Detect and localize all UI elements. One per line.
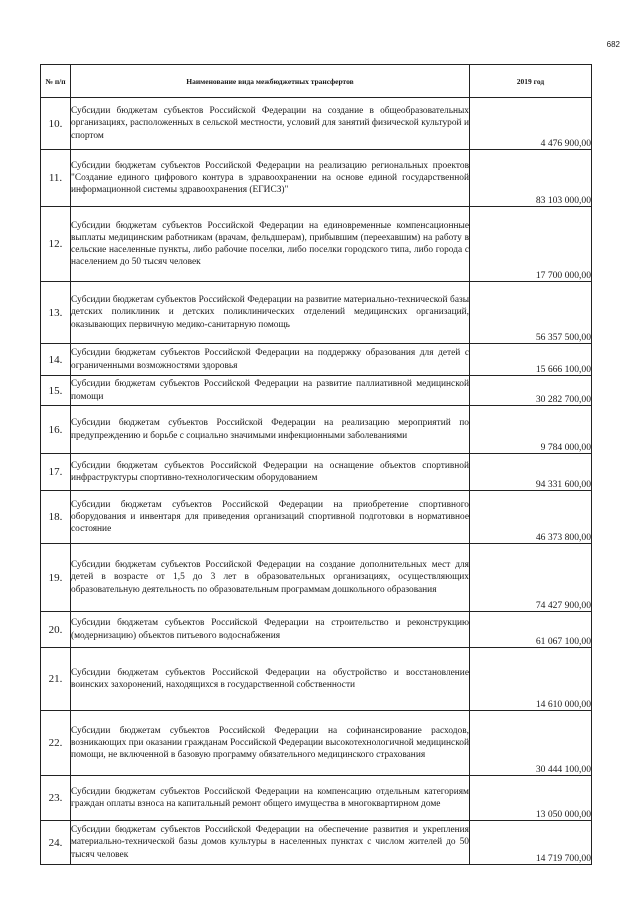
row-description: Субсидии бюджетам субъектов Российской Федерации на поддержку образования для детей с ограниченными возможностями здоровья [71,344,470,376]
table-row [41,776,592,821]
table-row [41,491,592,544]
header-year-2019: 2019 год [470,65,592,98]
table-row [41,454,592,491]
row-amount: 56 357 500,00 [470,282,592,344]
page-number: 682 [606,40,620,49]
row-amount: 46 373 800,00 [470,491,592,544]
row-description: Субсидии бюджетам субъектов Российской Федерации на создание дополнительных мест для детей в возрасте от 1,5 до 3 лет в образовательных организациях, осуществляющих образовательную деятельность по образовательным программам дошкольного образования [71,544,470,612]
row-number: 23. [41,776,71,821]
row-number: 17. [41,454,71,491]
row-number: 16. [41,406,71,454]
row-description: Субсидии бюджетам субъектов Российской Федерации на создание в общеобразовательных организациях, расположенных в сельской местности, условий для занятий физической культурой и спортом [71,98,470,150]
table-row [41,821,592,865]
row-description: Субсидии бюджетам субъектов Российской Федерации на компенсацию отдельным категориям граждан оплаты взноса на капитальный ремонт общего имущества в многоквартирном доме [71,776,470,821]
row-number: 20. [41,612,71,648]
row-amount: 17 700 000,00 [470,207,592,282]
row-description: Субсидии бюджетам субъектов Российской Федерации на развитие материально-технической базы детских поликлиник и детских поликлинических отделений медицинских организаций, оказывающих первичную медико-санитарную помощь [71,282,470,344]
table-row [41,612,592,648]
row-description: Субсидии бюджетам субъектов Российской Федерации на развитие паллиативной медицинской помощи [71,376,470,406]
table-header-row [41,65,592,98]
header-number: № п/п [41,65,71,98]
table-row [41,648,592,711]
row-amount: 30 282 700,00 [470,376,592,406]
row-number: 13. [41,282,71,344]
row-number: 18. [41,491,71,544]
row-number: 14. [41,344,71,376]
table-row [41,282,592,344]
row-amount: 83 103 000,00 [470,150,592,207]
row-number: 11. [41,150,71,207]
row-number: 15. [41,376,71,406]
row-number: 22. [41,711,71,776]
table-row [41,344,592,376]
row-description: Субсидии бюджетам субъектов Российской Федерации на софинансирование расходов, возникающих при оказании гражданам Российской Федерации высокотехнологичной медицинской помощи, не включенной в базовую программу обязательного медицинского страхования [71,711,470,776]
row-description: Субсидии бюджетам субъектов Российской Федерации на реализацию мероприятий по предупреждению и борьбе с социально значимыми инфекционными заболеваниями [71,406,470,454]
table-row [41,711,592,776]
table-row [41,376,592,406]
table-row [41,544,592,612]
row-amount: 74 427 900,00 [470,544,592,612]
row-number: 10. [41,98,71,150]
row-number: 21. [41,648,71,711]
row-amount: 61 067 100,00 [470,612,592,648]
row-description: Субсидии бюджетам субъектов Российской Федерации на единовременные компенсационные выплаты медицинским работникам (врачам, фельдшерам), прибывшим (переехавшим) на работу в сельские населенные пункты, либо рабочие поселки, либо поселки городского типа, либо города с населением до 50 тысяч человек [71,207,470,282]
row-description: Субсидии бюджетам субъектов Российской Федерации на обустройство и восстановление воинских захоронений, находящихся в государственной собственности [71,648,470,711]
row-amount: 4 476 900,00 [470,98,592,150]
table-row [41,406,592,454]
row-description: Субсидии бюджетам субъектов Российской Федерации на оснащение объектов спортивной инфраструктуры спортивно-технологическим оборудованием [71,454,470,491]
row-amount: 30 444 100,00 [470,711,592,776]
table-row [41,150,592,207]
row-amount: 13 050 000,00 [470,776,592,821]
row-description: Субсидии бюджетам субъектов Российской Федерации на строительство и реконструкцию (модернизацию) объектов питьевого водоснабжения [71,612,470,648]
row-amount: 14 719 700,00 [470,821,592,865]
row-amount: 94 331 600,00 [470,454,592,491]
row-number: 24. [41,821,71,865]
row-description: Субсидии бюджетам субъектов Российской Федерации на обеспечение развития и укрепления материально-технической базы домов культуры в населенных пунктах с числом жителей до 50 тысяч человек [71,821,470,865]
header-transfer-name: Наименование вида межбюджетных трансфертов [71,65,470,98]
row-number: 12. [41,207,71,282]
row-amount: 15 666 100,00 [470,344,592,376]
row-amount: 14 610 000,00 [470,648,592,711]
table-row [41,98,592,150]
row-description: Субсидии бюджетам субъектов Российской Федерации на приобретение спортивного оборудования и инвентаря для приведения организаций спортивной подготовки в нормативное состояние [71,491,470,544]
row-amount: 9 784 000,00 [470,406,592,454]
row-description: Субсидии бюджетам субъектов Российской Федерации на реализацию региональных проектов "Создание единого цифрового контура в здравоохранении на основе единой государственной информационной системы здравоохранения (ЕГИСЗ)" [71,150,470,207]
transfers-table [40,64,592,865]
row-number: 19. [41,544,71,612]
table-row [41,207,592,282]
